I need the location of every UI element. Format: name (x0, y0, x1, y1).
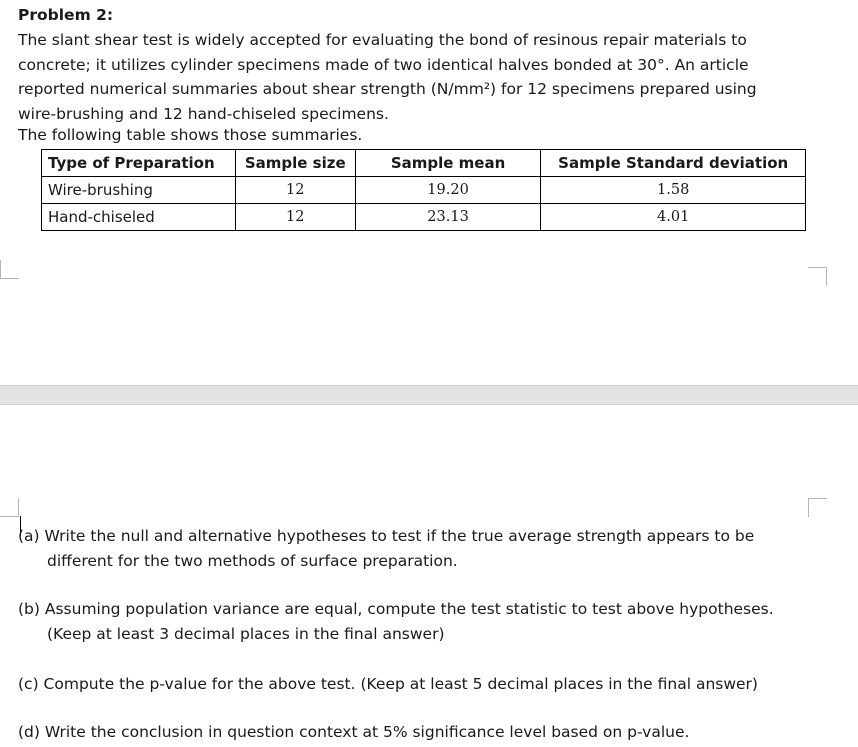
problem-intro (18, 28, 798, 126)
header-type-of-preparation: Type of Preparation (42, 150, 236, 177)
cell-preparation: Wire-brushing (42, 177, 236, 204)
table-caption: The following table shows those summaries. (18, 126, 363, 144)
intro-line: The slant shear test is widely accepted for evaluating the bond of resinous repair materials to (18, 31, 747, 49)
page-break-gap (0, 385, 858, 405)
table-header-row (42, 150, 806, 177)
intro-line: wire-brushing and 12 hand-chiseled specimens. (18, 104, 389, 123)
table-row (42, 177, 806, 204)
margin-corner-mark (0, 498, 19, 517)
header-sample-sd: Sample Standard deviation (541, 150, 806, 177)
cell-sample-size: 12 (235, 204, 355, 231)
margin-corner-mark (0, 260, 19, 279)
summary-table (41, 149, 806, 231)
cell-preparation: Hand-chiseled (42, 204, 236, 231)
cell-sample-size: 12 (235, 177, 355, 204)
table-row (42, 204, 806, 231)
header-sample-size: Sample size (235, 150, 355, 177)
question-a: (a) Write the null and alternative hypotheses to test if the true average strength appears to be different for the two methods of surface preparation. (18, 527, 755, 570)
question-d: (d) Write the conclusion in question context at 5% significance level based on p-value. (18, 723, 690, 741)
cell-sample-mean: 23.13 (355, 204, 541, 231)
intro-line: reported numerical summaries about shear strength (N/mm²) for 12 specimens prepared using (18, 80, 757, 98)
header-sample-mean: Sample mean (355, 150, 541, 177)
margin-corner-mark (808, 498, 827, 517)
cell-sample-mean: 19.20 (355, 177, 541, 204)
question-b: (b) Assuming population variance are equal, compute the test statistic to test above hypotheses. (Keep at least 3 decimal places in the final answer) (18, 600, 774, 643)
cell-sample-sd: 4.01 (541, 204, 806, 231)
margin-corner-mark (808, 267, 827, 286)
question-c: (c) Compute the p-value for the above test. (Keep at least 5 decimal places in the final answer) (18, 675, 758, 693)
problem-title: Problem 2: (18, 6, 114, 24)
cell-sample-sd: 1.58 (541, 177, 806, 204)
intro-line: concrete; it utilizes cylinder specimens made of two identical halves bonded at 30°. An article (18, 55, 749, 74)
